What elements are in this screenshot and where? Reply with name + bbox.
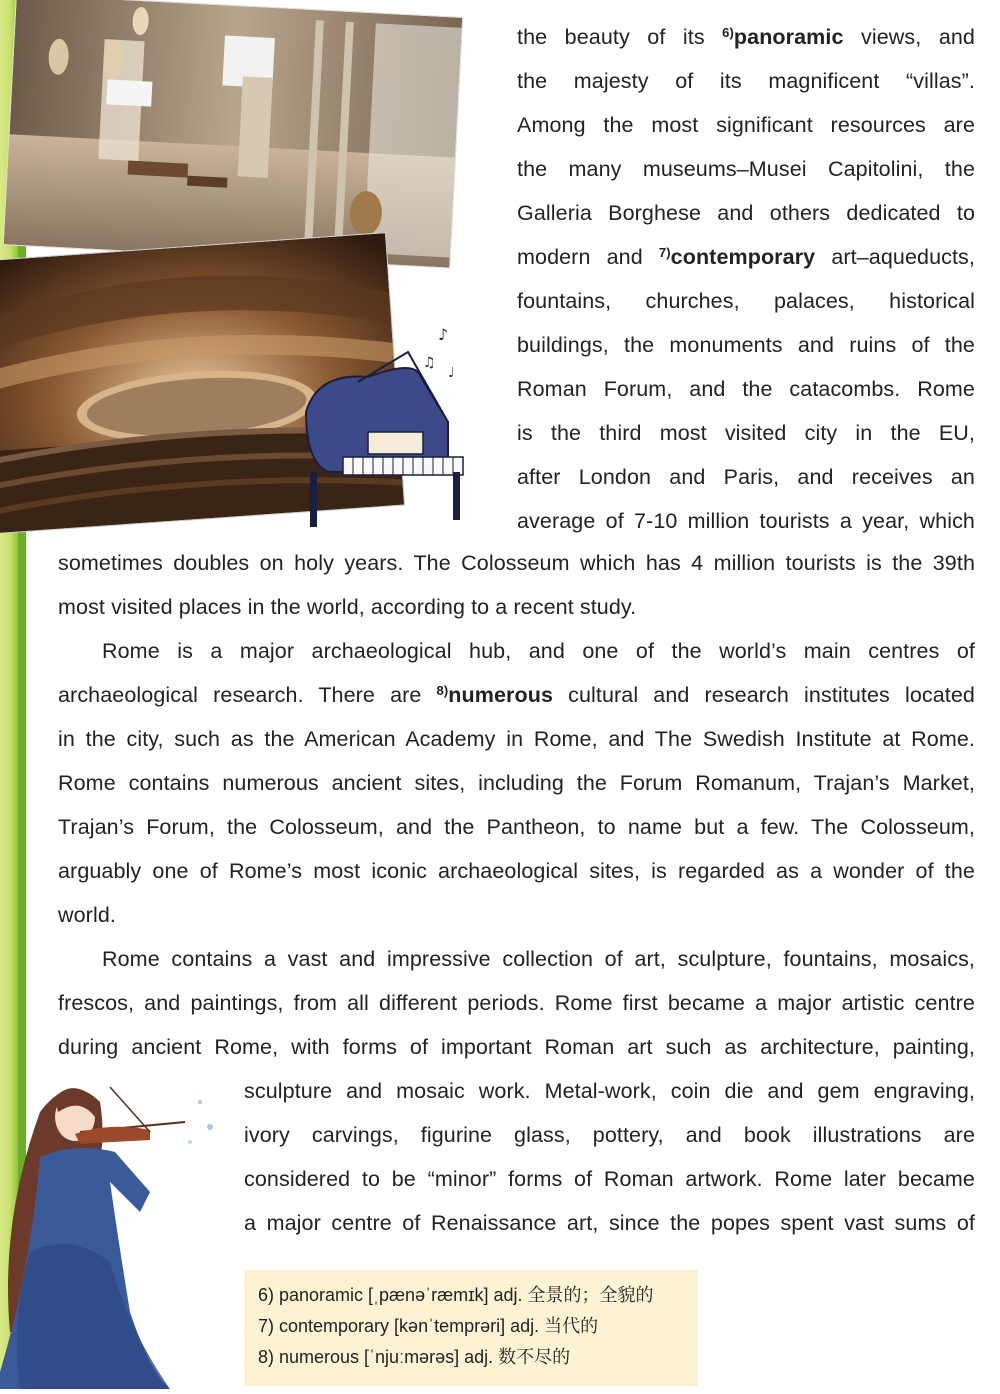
violinist-icon	[0, 1072, 240, 1389]
text-line: during ancient Rome, with forms of important Roman art such as architecture, painting,	[58, 1035, 975, 1059]
text-line: modern and $^{7)}$contemporary art–aqueducts,	[517, 245, 975, 269]
text-line: Among the most significant resources are	[517, 113, 975, 137]
text-line: in the city, such as the American Academy in Rome, and The Swedish Institute at Rome.	[58, 727, 975, 751]
text-line: a major centre of Renaissance art, since the popes spent vast sums of	[244, 1211, 975, 1235]
museum-photo-illustration	[4, 0, 462, 267]
text-line: buildings, the monuments and ruins of the	[517, 333, 975, 357]
text-line: Rome is a major archaeological hub, and one of the world’s main centres of	[102, 639, 975, 663]
svg-text:♫: ♫	[423, 355, 436, 371]
text-line: Galleria Borghese and others dedicated to	[517, 201, 975, 225]
text-line: fountains, churches, palaces, historical	[517, 289, 975, 313]
text-line: the many museums–Musei Capitolini, the	[517, 157, 975, 181]
svg-text:♩: ♩	[448, 365, 455, 381]
vocab-word-panoramic: panoramic	[733, 25, 844, 49]
text-line: frescos, and paintings, from all different periods. Rome first became a major artistic centre	[58, 991, 975, 1015]
violinist-illustration	[0, 1072, 240, 1389]
text-line: Trajan’s Forum, the Colosseum, and the Pantheon, to name but a few. The Colosseum,	[58, 815, 975, 839]
text-line: considered to be “minor” forms of Roman artwork. Rome later became	[244, 1167, 975, 1191]
vocabulary-box	[244, 1270, 698, 1386]
vocab-entry: 8) numerous [ˈnjuːmərəs] adj. 数不尽的	[258, 1347, 571, 1367]
museum-interior-photo	[4, 0, 462, 267]
text-line: Rome contains numerous ancient sites, including the Forum Romanum, Trajan’s Market,	[58, 771, 975, 795]
text-line: the majesty of its magnificent “villas”.	[517, 69, 975, 93]
svg-text:♪: ♪	[438, 325, 449, 344]
piano-icon	[298, 322, 488, 532]
text-line: Rome contains a vast and impressive collection of art, sculpture, fountains, mosaics,	[102, 947, 975, 971]
paragraph-3-continued	[244, 1069, 975, 1245]
text-line: after London and Paris, and receives an	[517, 465, 975, 489]
vocab-word-contemporary: contemporary	[670, 245, 816, 269]
text-line: most visited places in the world, according to a recent study.	[58, 595, 637, 619]
right-column-text	[517, 15, 975, 543]
text-line: Roman Forum, and the catacombs. Rome	[517, 377, 975, 401]
text-line: sculpture and mosaic work. Metal-work, coin die and gem engraving,	[244, 1079, 975, 1103]
text-line: archaeological research. There are $^{8)}$numerous cultural and research institutes located	[58, 683, 975, 707]
paragraph-2	[58, 629, 975, 937]
text-line: the beauty of its $^{6)}$panoramic views, and	[517, 25, 975, 49]
text-line: ivory carvings, figurine glass, pottery, and book illustrations are	[244, 1123, 975, 1147]
vocab-entry: 7) contemporary [kənˈtemprəri] adj. 当代的	[258, 1316, 599, 1336]
text-line: average of 7-10 million tourists a year, which	[517, 509, 975, 533]
piano-illustration	[298, 322, 488, 532]
text-line: is the third most visited city in the EU,	[517, 421, 975, 445]
text-line: sometimes doubles on holy years. The Colosseum which has 4 million tourists is the 39th	[58, 551, 975, 575]
paragraph-3	[58, 937, 975, 1069]
paragraph-1-tail	[58, 541, 975, 629]
vocab-entry: 6) panoramic [ˌpænəˈræmɪk] adj. 全景的；全貌的	[258, 1285, 654, 1305]
text-line: world.	[58, 903, 116, 927]
vocab-word-numerous: numerous	[448, 683, 554, 707]
text-line: arguably one of Rome’s most iconic archaeological sites, is regarded as a wonder of the	[58, 859, 975, 883]
